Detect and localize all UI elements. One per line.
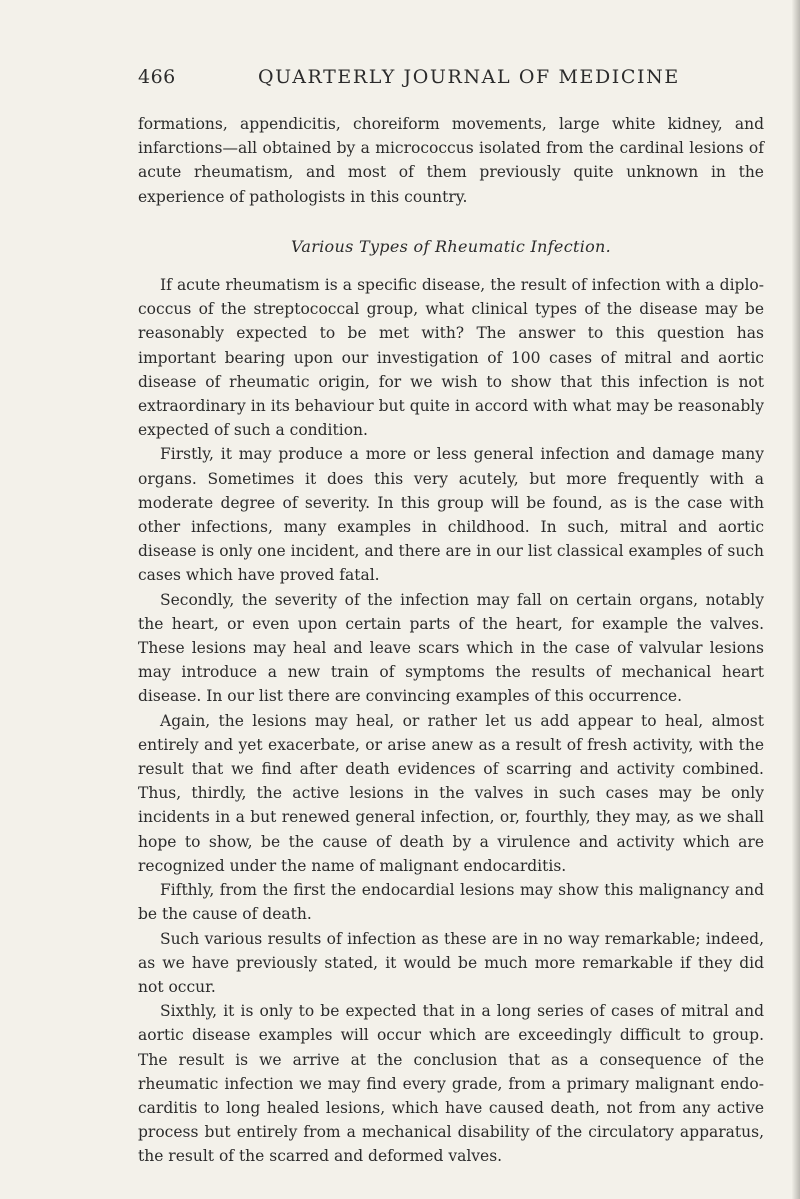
paragraph-1: If acute rheumatism is a specific disease, the result of infection with a diplococcus of the streptococcal group, what clinical types of the disease may be reasonably expected to be met with? The answer to this question has important bearing upon our investigation of 100 cases of mitral and aortic disease of rheumatic origin, for we wish to show that this infection is not extraordinary in its behaviour but quite in accord with what may be reasonably expected of such a condition. xyxy=(138,276,764,440)
paragraph-5: Fifthly, from the first the endocardial lesions may show this malignancy and be the cause of death. xyxy=(138,881,764,924)
paragraph-7: Sixthly, it is only to be expected that in a long series of cases of mitral and aortic disease examples will occur which are exceedingly difficult to group. The result is we arrive at the conclusion that as a consequence of the rheumatic infection we may find every grade, from a primary malignant endocarditis to long healed lesions, which have caused death, not from any active process but entirely from a mechanical disability of the circulatory apparatus, the result of the scarred and deformed valves. xyxy=(138,1002,764,1166)
page-header xyxy=(0,66,800,96)
page-number: 466 xyxy=(138,66,176,88)
paragraph-4: Again, the lesions may heal, or rather let us add appear to heal, almost entirely and yet exacerbate, or arise anew as a result of fresh activity, with the result that we find after death evidences of scarring and activity combined. Thus, thirdly, the active lesions in the valves in such cases may be only incidents in a but renewed general infection, or, fourthly, they may, as we shall hope to show, be the cause of death by a virulence and activity which are recognized under the name of malignant endocarditis. xyxy=(138,711,764,875)
paragraph-2: Firstly, it may produce a more or less general infection and damage many organs. Sometimes it does this very acutely, but more frequently with a moderate degree of severity. In this group will be found, as is the case with other infections, many examples in childhood. In such, mitral and aortic disease is only one incident, and there are in our list classical examples of such cases which have proved fatal. xyxy=(138,445,764,585)
running-head: QUARTERLY JOURNAL OF MEDICINE xyxy=(258,66,680,88)
page-edge-shadow xyxy=(792,0,800,1199)
paragraph-3: Secondly, the severity of the infection may fall on certain organs, notably the heart, or even upon certain parts of the heart, for example the valves. These lesions may heal and leave scars which in the case of valvular lesions may introduce a new train of symptoms the results of mechanical heart disease. In our list there are convincing examples of this occurrence. xyxy=(138,590,764,706)
paragraph-continuation: formations, appendicitis, choreiform movements, large white kidney, and infarctions—all obtained by a micrococcus isolated from the cardinal lesions of acute rheumatism, and most of them previously quite unknown in the experience of pathologists in this country. xyxy=(138,115,764,206)
paragraph-6: Such various results of infection as these are in no way remarkable; indeed, as we have previously stated, it would be much more remarkable if they did not occur. xyxy=(138,929,764,996)
section-heading: Various Types of Rheumatic Infection. xyxy=(290,236,612,256)
article-body xyxy=(138,112,764,1169)
